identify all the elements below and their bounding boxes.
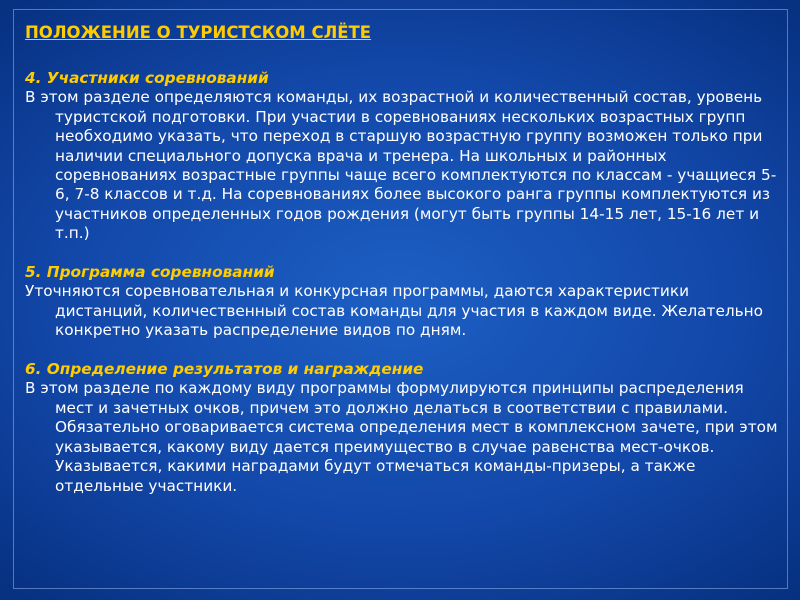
section-body: В этом разделе определяются команды, их возрастной и количественный состав, уровень туристской подготовки. При участии в соревнованиях нескольких возрастных групп необходимо указать, что переход в старшую возрастную группу возможен только при наличии специального допуска врача и тренера. На школьных и районных соревнованиях возрастные группы чаще всего комплектуются по классам - учащиеся 5-6, 7-8 классов и т.д. На соревнованиях более высокого ранга группы комплектуются из участников определенных годов рождения (могут быть группы 14-15 лет, 15-16 лет и т.п.): [25, 88, 777, 243]
section-heading: 5. Программа соревнований: [25, 263, 275, 282]
section-body: Уточняются соревновательная и конкурсная программы, даются характеристики дистанций, количественный состав команды для участия в каждом виде. Желательно конкретно указать распределение видов по дням.: [25, 282, 764, 340]
section-participants: [25, 69, 785, 244]
section-results: [25, 360, 785, 496]
section-heading: 6. Определение результатов и награждение: [25, 360, 424, 379]
slide-content: [25, 21, 785, 496]
section-heading: 4. Участники соревнований: [25, 69, 269, 87]
section-body: В этом разделе по каждому виду программы формулируются принципы распределения мест и зачетных очков, причем это должно делаться в соответствии с правилами. Обязательно оговаривается система определения мест в комплексном зачете, при этом указывается, какому виду дается преимущество в случае равенства мест-очков. Указывается, какими наградами будут отмечаться команды-призеры, а также отдельные участники.: [25, 379, 778, 495]
slide-title: ПОЛОЖЕНИЕ О ТУРИСТСКОМ СЛЁТЕ: [25, 23, 372, 42]
section-program: [25, 263, 785, 341]
